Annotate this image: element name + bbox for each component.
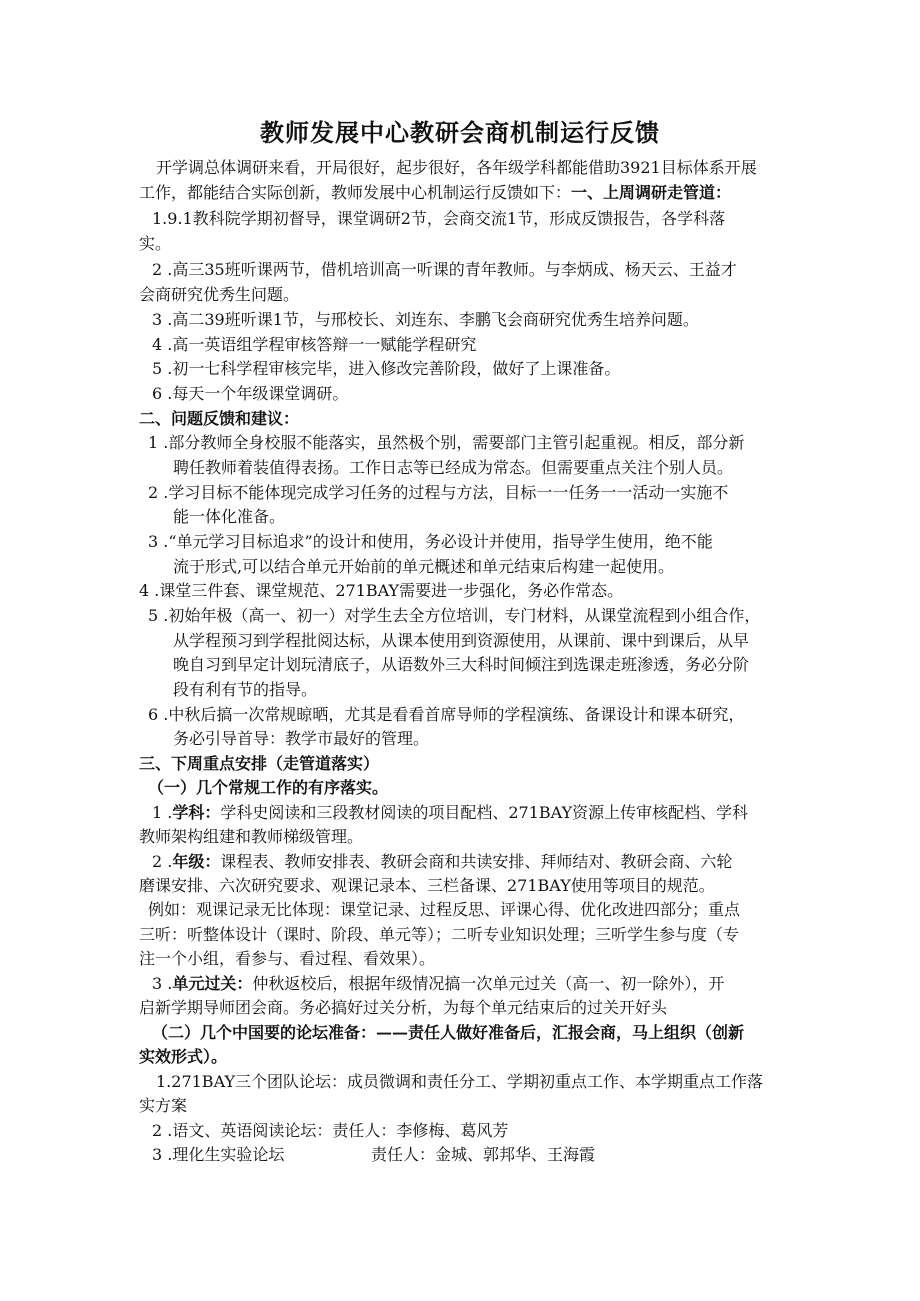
section1-item-1-line-1: 1.9.1教科院学期初督导，课堂调研2节，会商交流1节，形成反馈报告，各学科落 (152, 209, 726, 228)
sub2-item-2: 2 .语文、英语阅读论坛：责任人：李修梅、葛风芳 (152, 1121, 509, 1140)
section2-item-3-line-2: 流于形式,可以结合单元开始前的单元概述和单元结束后构建一起使用。 (173, 557, 675, 576)
sub1-item-3-line-2: 启新学期导师团会商。务必搞好过关分析，为每个单元结束后的过关开好头 (139, 998, 668, 1017)
intro-line-2 (139, 182, 731, 204)
section2-item-1-line-2: 聘任教师着装值得表扬。工作日志等已经成为常态。但需要重点关注个别人员。 (173, 458, 734, 477)
sub1-item-3-label: 单元过关： (172, 974, 253, 993)
section2-item-6-line-2: 务必引导首导：教学市最好的管理。 (173, 729, 430, 748)
section1-item-6: 6 .每天一个年级课堂调研。 (152, 384, 349, 403)
example-line-3: 注一个小组，看参与、看过程、看效果）。 (139, 949, 436, 968)
section2-item-2-line-1: 2 .学习目标不能体现完成学习任务的过程与方法，目标一一任务一一活动一实施不 (148, 483, 729, 502)
sub1-item-2-text: 课程表、教师安排表、教研会商和共读安排、拜师结对、教研会商、六轮 (220, 852, 733, 871)
section2-item-2-line-2: 能一体化准备。 (173, 507, 286, 526)
section3-heading: 三、下周重点安排（走管道落实） (139, 754, 380, 773)
section2-heading: 二、问题反馈和建议： (139, 409, 300, 428)
section2-item-5-line-2: 从学程预习到学程批阅达标，从课本使用到资源使用，从课前、课中到课后，从早 (173, 631, 750, 650)
sub1-item-1-line-2: 教师架构组建和教师梯级管理。 (139, 827, 364, 846)
sub1-item-1-text: 学科史阅读和三段教材阅读的项目配档、271BAY资源上传审核配档、学科 (220, 803, 749, 822)
section1-item-1-line-2: 实。 (139, 234, 172, 253)
section2-item-5-line-3: 晚自习到早定计划玩清底子，从语数外三大科时间倾注到选课走班渗透，务必分阶 (173, 655, 750, 674)
sub2-heading-line-2: 实效形式）。 (139, 1047, 228, 1066)
example-line-1: 例如：观课记录无比体现：课堂记录、过程反思、评课心得、优化改进四部分；重点 (148, 900, 741, 919)
section2-item-5-line-1: 5 .初始年极（高一、初一）对学生去全方位培训，专门材料，从课堂流程到小组合作， (148, 606, 761, 625)
intro-line-1: 开学调总体调研来看，开局很好，起步很好，各年级学科都能借助3921目标体系开展 (156, 158, 757, 177)
section2-item-5-line-4: 段有利有节的指导。 (173, 680, 318, 699)
sub1-item-2-line-2: 磨课安排、六次研究要求、观课记录本、三栏备课、271BAY使用等项目的规范。 (139, 876, 715, 895)
sub1-item-1-label: 学科： (172, 803, 221, 822)
sub1-item-3-num: 3 . (152, 974, 173, 993)
section2-item-4: 4 .课堂三件套、课堂规范、271BAY需要进一步强化，务必作常态。 (139, 581, 624, 600)
sub1-item-3-text: 仲秋返校后，根据年级情况搞一次单元过关（高一、初一除外），开 (252, 974, 725, 993)
sub1-item-1-num: 1 . (152, 803, 173, 822)
sub1-heading: （一）几个常规工作的有序落实。 (148, 778, 389, 797)
sub2-item-1-line-1: 1.271BAY三个团队论坛：成员微调和责任分工、学期初重点工作、本学期重点工作落 (156, 1072, 764, 1091)
section2-item-3-line-1: 3 .“单元学习目标追求”的设计和使用，务必设计并使用，指导学生使用，绝不能 (148, 532, 713, 551)
sub1-item-2-num: 2 . (152, 852, 173, 871)
sub2-item-3 (152, 1144, 284, 1166)
section2-item-6-line-1: 6 .中秋后搞一次常规晾晒，尤其是看看首席导师的学程演练、备课设计和课本研究， (148, 705, 745, 724)
document-title: 教师发展中心教研会商机制运行反馈 (260, 118, 660, 147)
sub2-heading-line-1: （二）几个中国要的论坛准备：——责任人做好准备后，汇报会商，马上组织（创新 (152, 1023, 745, 1042)
section2-item-1-line-1: 1 .部分教师全身校服不能落实，虽然极个别，需要部门主管引起重视。相反，部分新 (148, 433, 745, 452)
example-line-2: 三听：听整体设计（课时、阶段、单元等）；二听专业知识处理；三听学生参与度（专 (139, 925, 740, 944)
sub2-item-1-line-2: 实方案 (139, 1096, 188, 1115)
section1-item-2-line-1: 2 .高三35班听课两节，借机培训高一听课的青年教师。与李炳成、杨天云、王益才 (152, 260, 737, 279)
sub1-item-2-label: 年级： (172, 852, 221, 871)
sub2-item-3-owner: 责任人：金城、郭邦华、王海霞 (371, 1145, 596, 1164)
sub1-item-3-line-1 (152, 973, 724, 995)
section1-item-4: 4 .高一英语组学程审核答辩一一赋能学程研究 (152, 335, 477, 354)
section1-item-5: 5 .初一七科学程审核完毕，进入修改完善阶段，做好了上课准备。 (152, 359, 621, 378)
sub1-item-2-line-1 (152, 851, 732, 873)
intro-line-2-text: 工作，都能结合实际创新，教师发展中心机制运行反馈如下： (139, 183, 572, 202)
sub1-item-1-line-1 (152, 802, 748, 824)
section1-item-2-line-2: 会商研究优秀生问题。 (139, 285, 300, 304)
section1-heading: 一、上周调研走管道： (571, 183, 732, 202)
sub2-item-3-label: 3 .理化生实验论坛 (152, 1145, 285, 1164)
section1-item-3: 3 .高二39班听课1节，与邢校长、刘连东、李鹏飞会商研究优秀生培养问题。 (152, 310, 699, 329)
